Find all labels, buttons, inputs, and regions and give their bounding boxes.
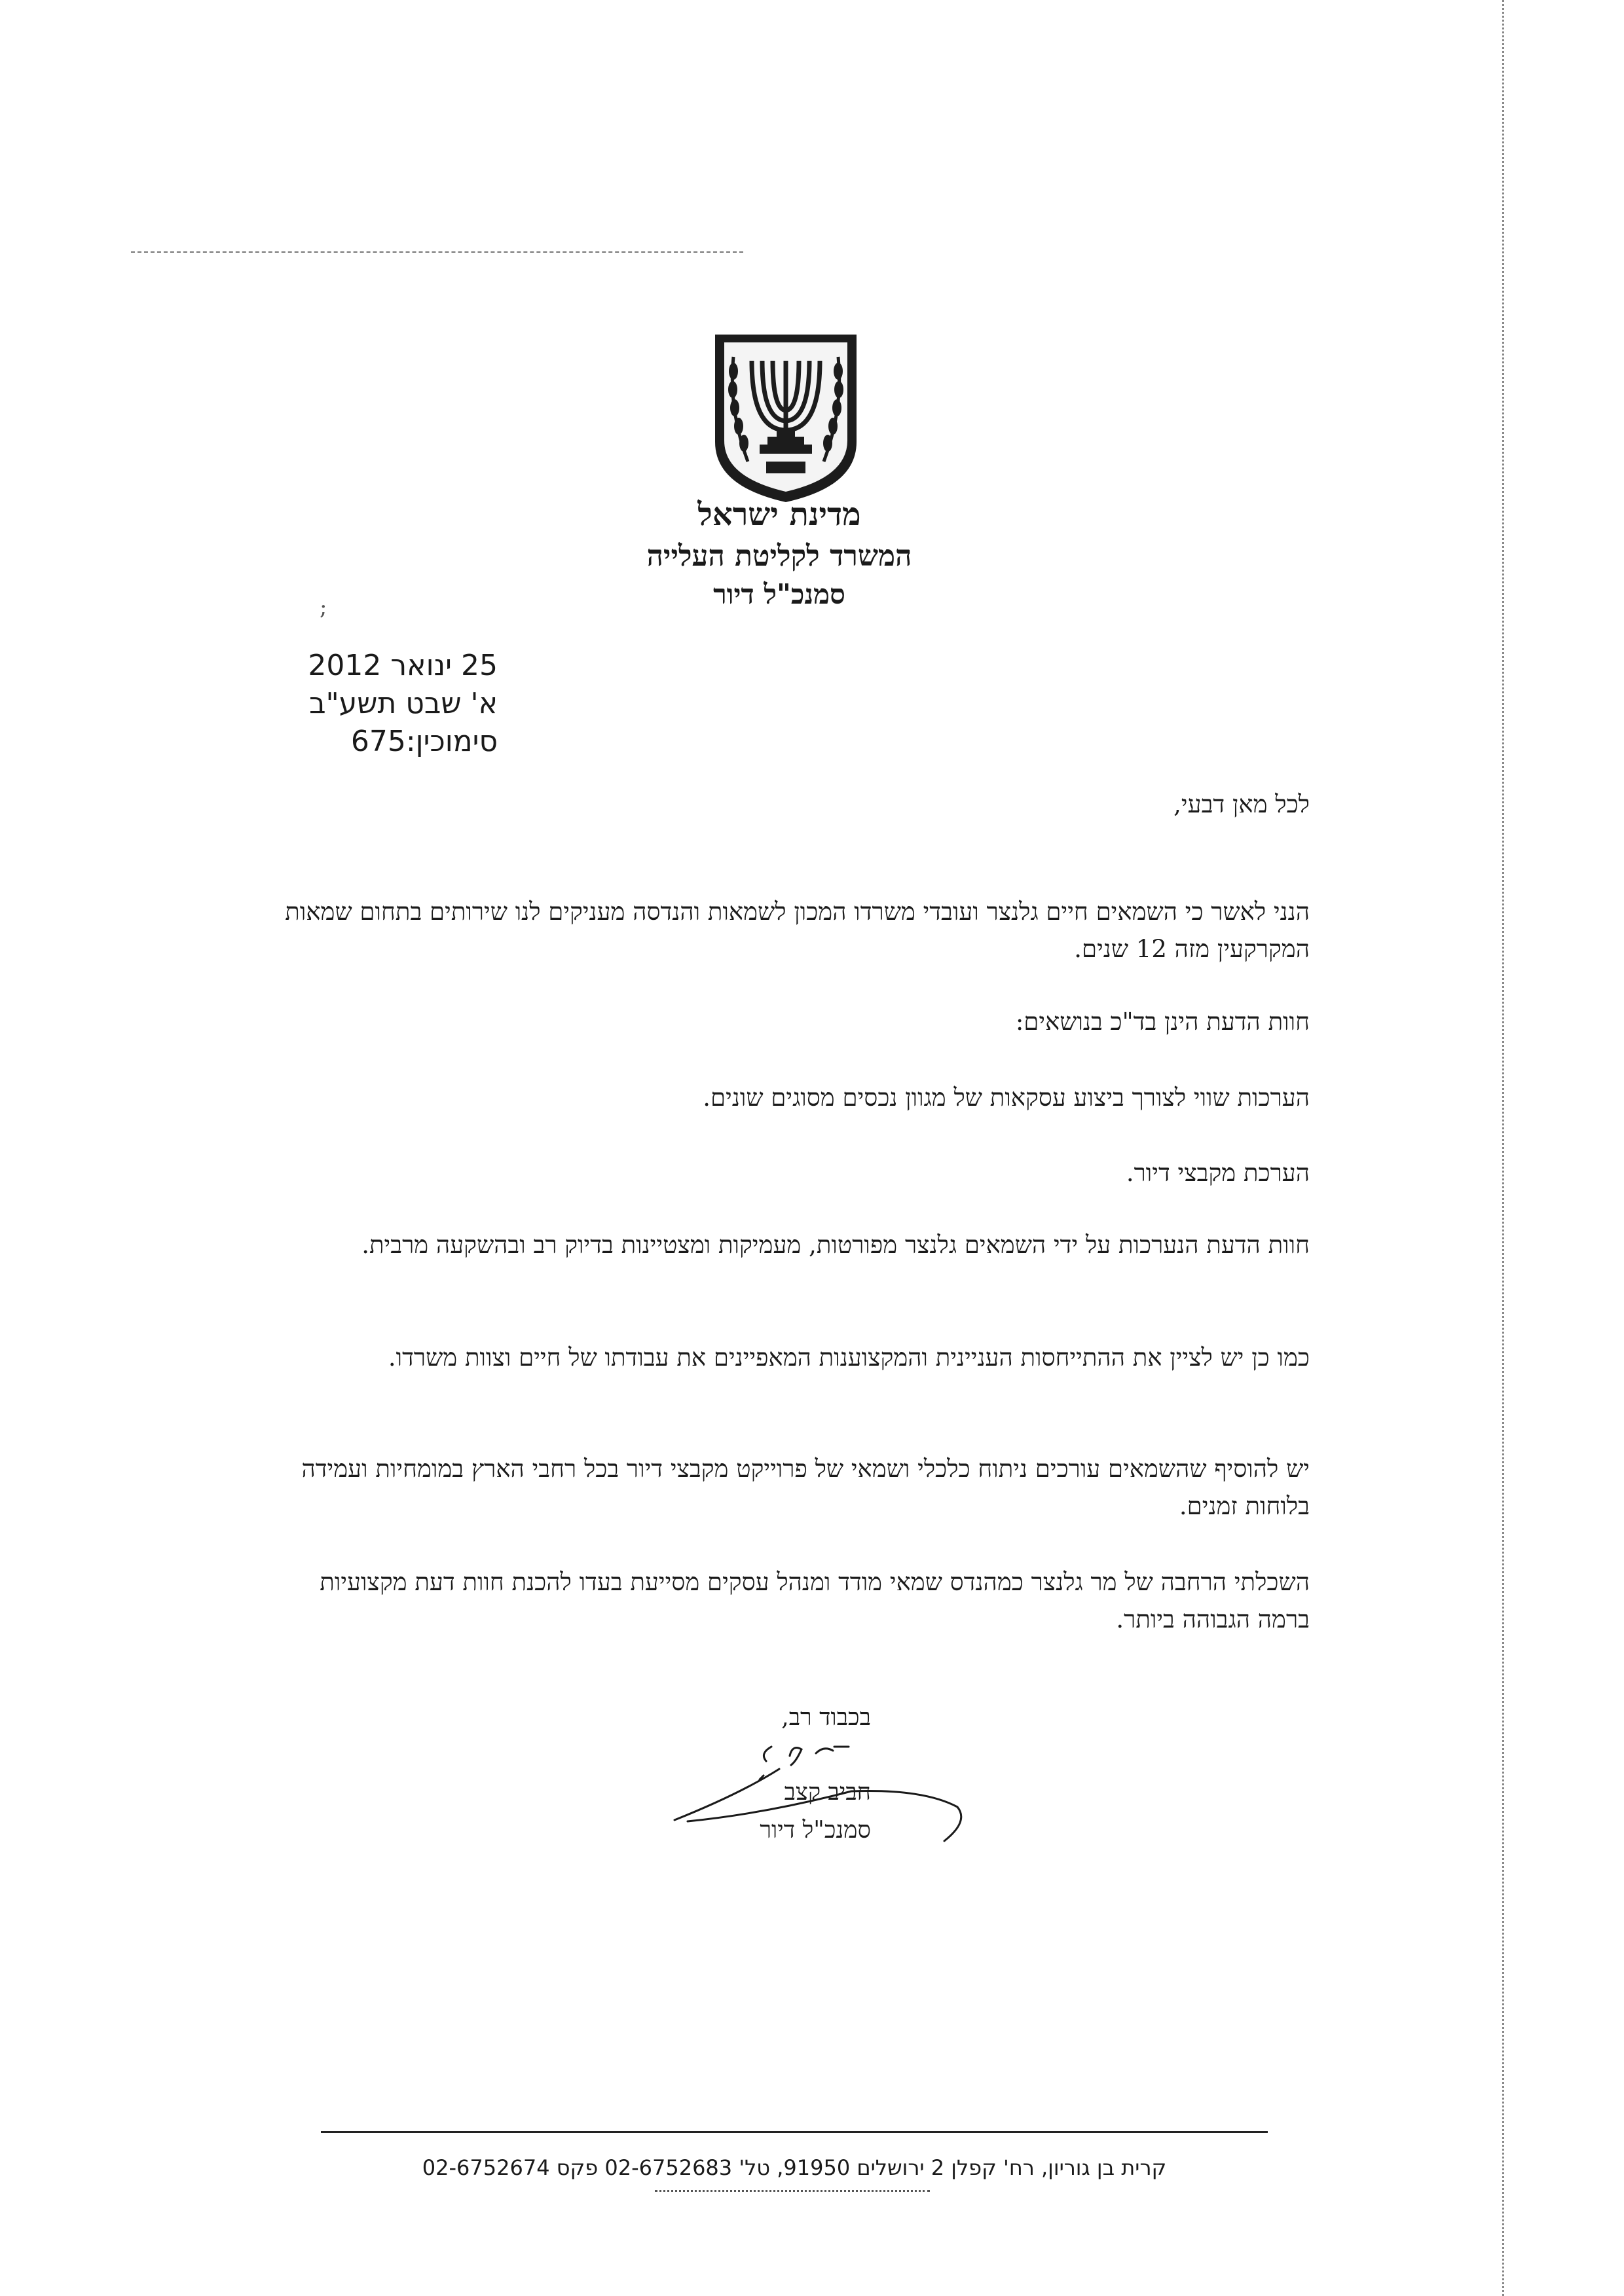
footer-rule <box>321 2131 1268 2133</box>
scan-edge-line <box>1502 0 1504 2296</box>
letter-paragraph: השכלתי הרחבה של מר גלנצר כמהנדס שמאי מודד ומנהל עסקים מסייעת בעדו להכנת חוות דעת מקצועיות ברמה הגבוהה ביותר. <box>320 1568 1310 1633</box>
header-department: סמנכ"ל דיור <box>713 578 845 610</box>
footer-address: קרית בן גוריון, רח' קפלן 2 ירושלים 91950, טל' 02-6752683 פקס 02-6752674 <box>422 2155 1167 2180</box>
signature-closing: בכבוד רב, <box>781 1704 871 1731</box>
letter-paragraph: הערכת מקבצי דיור. <box>1126 1159 1310 1187</box>
signature-name: חביב קצב <box>784 1779 871 1806</box>
letter-paragraph: הערכות שווי לצורך ביצוע עסקאות של מגוון נכסים מסוגים שונים. <box>703 1084 1310 1112</box>
header-ministry: המשרד לקליטת העלייה <box>646 539 912 573</box>
letter-paragraph: יש להוסיף שהשמאים עורכים ניתוח כלכלי ושמאי של פרוייקט מקבצי דיור בכל רחבי הארץ במומחיות ועמידה בלוחות זמנים. <box>301 1455 1310 1520</box>
handwritten-signature <box>661 1715 976 1853</box>
state-emblem-menorah-icon <box>711 331 860 506</box>
gregorian-date: 25 ינואר 2012 <box>308 649 498 682</box>
letter-paragraph: כמו כן יש לציין את ההתייחסות העניינית והמקצוענות המאפיינים את עבודתו של חיים וצוות משרדו. <box>388 1343 1310 1372</box>
footer-cutoff-line <box>655 2190 930 2192</box>
letter-paragraph: הנני לאשר כי השמאים חיים גלנצר ועובדי משרדו המכון לשמאות והנדסה מעניקים לנו שירותים בתחום שמאות המקרקעין מזה 12 שנים. <box>285 898 1310 963</box>
header-country: מדינת ישראל <box>697 496 861 533</box>
stray-mark: ; <box>320 594 327 621</box>
salutation: לכל מאן דבעי, <box>1173 790 1310 818</box>
letter-paragraph: חוות הדעת הינן בד"כ בנושאים: <box>1015 1008 1310 1036</box>
date-block <box>275 647 498 761</box>
letter-paragraph: חוות הדעת הנערכות על ידי השמאים גלנצר מפורטות, מעמיקות ומצטיינות בדיוק רב ובהשקעה מרבית. <box>361 1231 1310 1259</box>
scan-artifact-line <box>131 251 743 253</box>
signature-title: סמנכ"ל דיור <box>760 1817 871 1844</box>
hebrew-date: א' שבט תשע"ב <box>309 687 498 720</box>
reference-number: סימוכין:675 <box>350 725 498 758</box>
